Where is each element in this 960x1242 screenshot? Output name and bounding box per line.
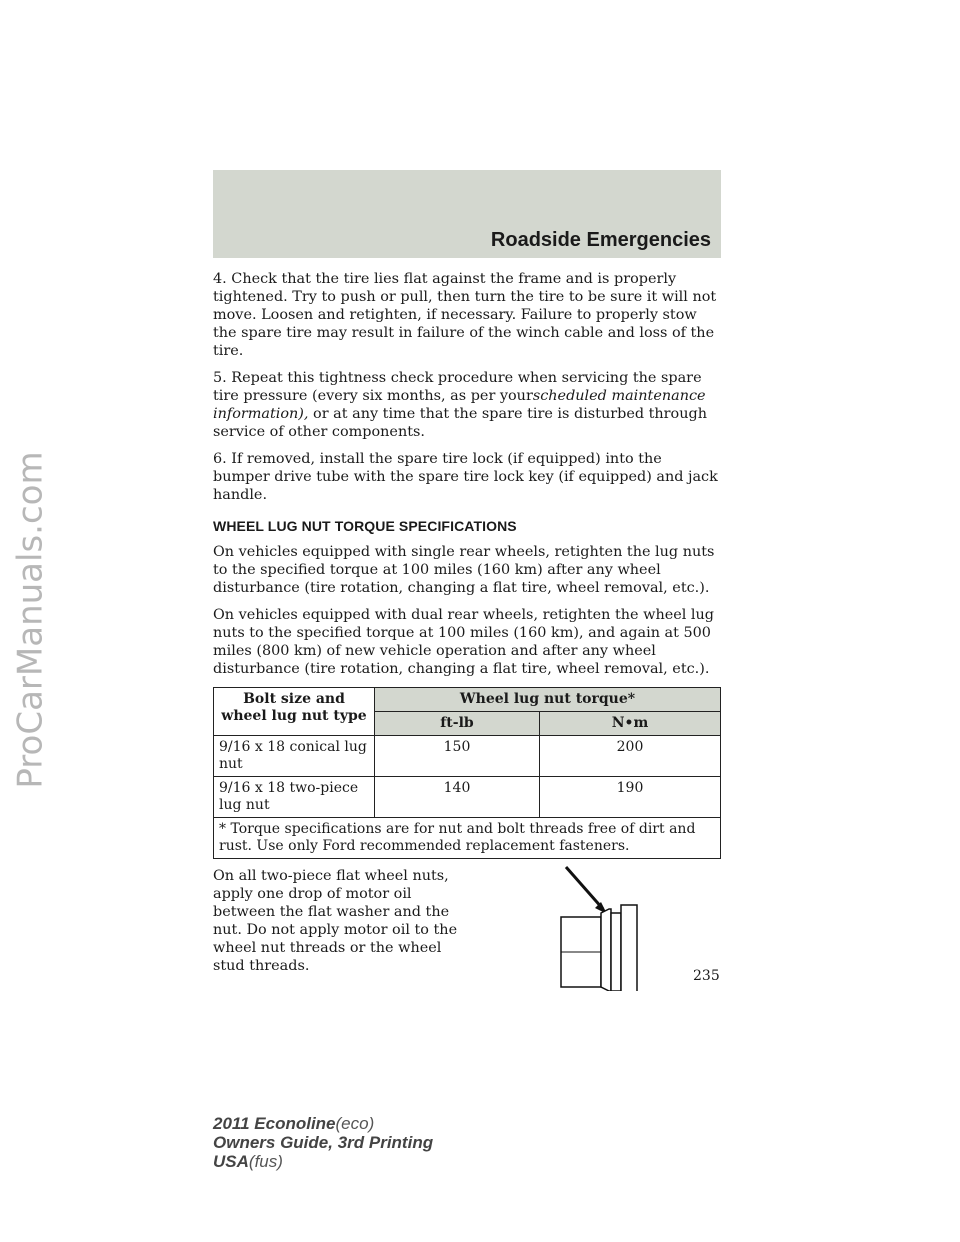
step-5-paragraph xyxy=(213,369,721,441)
dual-rear-wheel-paragraph: On vehicles equipped with dual rear wheels, retighten the wheel lug nuts to the specified torque at 100 miles (160 km), and again at 500 miles (800 km) of new vehicle operation and after any wheel disturbance (tire rotation, changing a flat tire, wheel removal, etc.). xyxy=(213,607,715,677)
step-5-italic-reference: scheduled maintenance information), xyxy=(213,388,706,422)
ftlb-cell: 140 xyxy=(375,777,540,818)
nm-cell: 200 xyxy=(539,736,720,777)
single-rear-wheel-paragraph: On vehicles equipped with single rear wheels, retighten the lug nuts to the specified torque at 100 miles (160 km) after any wheel disturbance (tire rotation, changing a flat tire, wheel removal, etc.). xyxy=(213,544,715,596)
footer-region: USA xyxy=(213,1152,249,1171)
nm-cell: 190 xyxy=(539,777,720,818)
oil-note-section xyxy=(213,867,721,997)
step-4-paragraph: 4. Check that the tire lies flat against the frame and is properly tightened. Try to push or pull, then turn the tire to be sure it will not move. Loosen and retighten, if necessary. Failure to properly stow the spare tire may result in failure of the winch cable and loss of the tire. xyxy=(213,271,717,359)
oil-note-paragraph: On all two-piece flat wheel nuts, apply one drop of motor oil between the flat washer and the nut. Do not apply motor oil to the wheel nut threads or the wheel stud threads. xyxy=(213,868,458,974)
watermark xyxy=(8,300,54,940)
two-piece-lug-nut-illustration xyxy=(551,861,661,991)
section-title: Roadside Emergencies xyxy=(490,229,711,251)
nut-type-cell: 9/16 x 18 conical lug nut xyxy=(214,736,375,777)
page-number: 235 xyxy=(693,968,720,984)
footer-model-code: (eco) xyxy=(335,1114,375,1133)
step-5-text-end: or at any time that the spare tire is disturbed through service of other components. xyxy=(213,406,707,440)
page-content xyxy=(213,270,721,997)
table-footnote: * Torque specifications are for nut and bolt threads free of dirt and rust. Use only Ford recommended replacement fasteners. xyxy=(214,818,721,859)
ftlb-header: ft-lb xyxy=(375,712,540,736)
watermark-text: ProCarManuals.com xyxy=(11,451,51,789)
nut-type-cell: 9/16 x 18 two-piece lug nut xyxy=(214,777,375,818)
footer-model: 2011 Econoline xyxy=(213,1114,336,1133)
nm-header: N•m xyxy=(539,712,720,736)
footer-region-code: (fus) xyxy=(248,1152,283,1171)
torque-spec-heading: WHEEL LUG NUT TORQUE SPECIFICATIONS xyxy=(213,518,517,534)
table-row xyxy=(214,777,721,818)
step-5-text-start: 5. Repeat this tightness check procedure when servicing the spare tire pressure (every six months, as per your xyxy=(213,370,702,404)
bolt-size-header: Bolt size and wheel lug nut type xyxy=(214,688,375,736)
document-footer xyxy=(213,1114,433,1171)
section-header-band xyxy=(213,170,721,258)
table-row xyxy=(214,736,721,777)
torque-table xyxy=(213,687,721,859)
step-6-paragraph: 6. If removed, install the spare tire lock (if equipped) into the bumper drive tube with the spare tire lock key (if equipped) and jack handle. xyxy=(213,451,718,503)
ftlb-cell: 150 xyxy=(375,736,540,777)
footer-guide: Owners Guide, 3rd Printing xyxy=(213,1133,434,1152)
torque-group-header: Wheel lug nut torque* xyxy=(375,688,721,712)
